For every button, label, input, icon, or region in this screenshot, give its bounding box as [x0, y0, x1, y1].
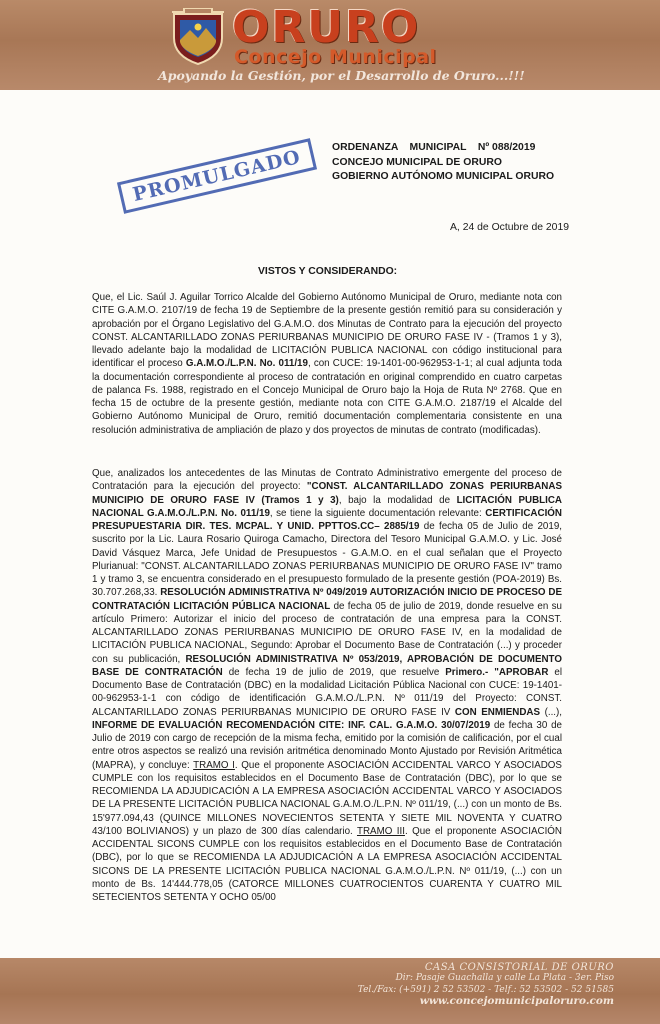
- section-title: VISTOS Y CONSIDERANDO:: [258, 266, 398, 277]
- bold-run: RESOLUCIÓN ADMINISTRATIVA Nº 049/2019 AUTORIZACIÓN INICIO DE PROCESO DE CONTRATACIÓN LICITACIÓN PÚBLICA NACIONAL: [92, 587, 562, 612]
- underlined-run: TRAMO I: [193, 759, 235, 771]
- bold-run: RESOLUCIÓN ADMINISTRATIVA Nº 053/2019, APROBACIÓN DE DOCUMENTO BASE DE CONTRATACIÓN: [92, 653, 562, 678]
- coat-of-arms-icon: [170, 8, 226, 66]
- document-date: A, 24 de Octubre de 2019: [450, 222, 570, 233]
- footer-contact: [334, 962, 614, 1008]
- text-run: el Documento Base de Contratación (DBC) en la modalidad Licitación Pública Nacional con CUCE: 19-1401-00-962953-1-1 con código de identificación G.A.M.O./L.P.N. Nº 011/19 del Proyecto: CONST. ALCANTARILLADO ZONAS PERIURBANAS MUNICIPIO DE ORURO FASE IV: [92, 666, 563, 718]
- bold-run: INFORME DE EVALUACIÓN RECOMENDACIÓN CITE: INF. CAL. G.A.M.O. 30/07/2019: [92, 719, 491, 731]
- text-run: de fecha 19 de julio de 2019, que resuelve: [222, 666, 446, 678]
- text-run: , bajo la modalidad de: [338, 494, 457, 506]
- footer-phone: Tel./Fax: (+591) 2 52 53502 - Telf.: 52 53502 - 52 51585: [357, 984, 614, 995]
- bold-run: G.A.M.O./L.P.N. No. 011/19: [185, 358, 308, 370]
- ordinance-number: ORDENANZA MUNICIPAL Nº 088/2019: [332, 142, 536, 153]
- body-paragraph-2: [92, 467, 562, 904]
- text-run: de fecha 05 de julio de 2019, donde resuelve en su artículo Primero: Autorizar el inicio del proceso de contratación de una empresa para la CONST. ALCANTARILLADO ZONAS PERIURBANAS MUNICIPIO DE ORURO FASE IV, en la modalidad de LICITACIÓN PUBLICA NACIONAL, Segundo: Aprobar el Documento Base de Contratación (...) y proceder con su publicación,: [92, 600, 562, 665]
- bold-run: CERTIFICACIÓN PRESUPUESTARIA DIR. TES. MCPAL. Y UNID. PPTTOS.CC– 2885/19: [92, 507, 562, 532]
- document-heading: [332, 141, 554, 185]
- bold-run: LICITACIÓN PUBLICA NACIONAL G.A.M.O./L.P.N. No. 011/19: [92, 494, 563, 519]
- text-run: (...),: [540, 706, 563, 718]
- text-run: . Que el proponente ASOCIACIÓN ACCIDENTAL SICONS CUMPLE con los requisitos establecidos en el Documento Base de Contratación (DBC), por lo que se RECOMIENDA LA ADJUDICACIÓN A LA EMPRESA ASOCIACIÓN ACCIDENTAL SICONS DE LA PRESENTE LICITACIÓN PUBLICA NACIONAL G.A.M.O./L.P.N. Nº 011/19, (...) con un monto de Bs. 14'444.778,05 (CATORCE MILLONES CUATROCIENTOS CUARENTA Y CUATRO MIL SETECIENTOS SETENTA Y OCHO 05/00: [92, 825, 562, 903]
- footer-title: CASA CONSISTORIAL DE ORURO: [424, 962, 614, 973]
- bold-run: Primero.- "APROBAR: [445, 666, 549, 678]
- footer-address: Dir: Pasaje Guachalla y calle La Plata - 3er. Piso: [395, 973, 614, 984]
- text-run: de fecha 05 de Julio de 2019, suscrito por la Lic. Laura Rosario Quiroga Camacho, Directora del Tesoro Municipal G.A.M.O. y Lic. José David Vásquez Marca, Jefe Unidad de Presupuestos - G.A.M.O. en el cual señalan que el Proyecto Plurianual: "CONST. ALCANTARILLADO ZONAS PERIURBANAS MUNICIPIO DE ORURO FASE IV" tramo 1 y tramo 3, se encuentra considerado en el presupuesto formulado de la presente gestión (POA-2019) Bs. 30.707.268,33.: [92, 521, 562, 599]
- footer-website: www.concejomunicipaloruro.com: [419, 995, 614, 1008]
- text-run: de fecha 30 de Julio de 2019 con cargo de recepción de la misma fecha, emitido por la comisión de calificación, por el cual entre otros aspectos se realizó una revisión aritmética denominado Monto Ajustado por Revisión Aritmética (MAPRA), y concluye:: [92, 719, 562, 771]
- issuing-government: GOBIERNO AUTÓNOMO MUNICIPAL ORURO: [332, 171, 555, 183]
- brand-slogan: Apoyando la Gestión, por el Desarrollo de Oruro...!!!: [158, 68, 525, 83]
- text-run: , con CUCE: 19-1401-00-962953-1-1; al cual adjunta toda la documentación correspondiente al proceso de contratación en original comprendido en cuatro carpetas de palanca Fs. 1988, registrado en el Concejo Municipal de Oruro bajo la Hoja de Ruta Nº 2768. Que en fecha 15 de octubre de la presente gestión, mediante nota con CITE G.A.M.O. 2187/19 el Alcalde del Gobierno Autónomo Municipal de Oruro, remitió documentación complementaria consistente en una resolución administrativa de ampliación de plazo y dos proyectos de minutas de contrato (modificadas).: [92, 358, 563, 436]
- bold-run: CON ENMIENDAS: [454, 706, 541, 718]
- issuing-council: CONCEJO MUNICIPAL DE ORURO: [332, 156, 502, 168]
- underlined-run: TRAMO III: [356, 825, 405, 837]
- promulgated-stamp: PROMULGADO: [117, 138, 317, 214]
- text-run: Que, analizados los antecedentes de las Minutas de Contrato Administrativo emergente del proceso de Contratación para la ejecución del proyecto:: [92, 468, 562, 493]
- text-run: . Que el proponente ASOCIACIÓN ACCIDENTAL VARCO Y ASOCIADOS CUMPLE con los requisitos establecidos en el Documento Base de Contratación (DBC), por lo que se RECOMIENDA LA ADJUDICACIÓN A LA EMPRESA ASOCIACIÓN ACCIDENTAL VARCO Y ASOCIADOS DE LA PRESENTE LICITACIÓN PUBLICA NACIONAL G.A.M.O./L.P.N. Nº 011/19, (...) con un monto de Bs. 15'977.094,43 (QUINCE MILLONES NOVECIENTOS SETENTA Y SIETE MIL NOVENTA Y CUATRO 43/100 BOLIVIANOS) y un plazo de 300 días calendario.: [92, 759, 562, 837]
- bold-run: "CONST. ALCANTARILLADO ZONAS PERIURBANAS MUNICIPIO DE ORURO FASE IV (Tramos 1 y 3): [92, 481, 562, 506]
- brand-subtitle: Concejo Municipal: [234, 46, 437, 68]
- text-run: Que, el Lic. Saúl J. Aguilar Torrico Alcalde del Gobierno Autónomo Municipal de Oruro, mediante nota con CITE G.A.M.O. 2107/19 de fecha 19 de Septiembre de la presente gestión remitió para su consideración y aprobación por el Órgano Legislativo del G.A.M.O. dos Minutas de Contrato para la ejecución del proyecto CONST. ALCANTARILLADO ZONAS PERIURBANAS MUNICIPIO DE ORURO FASE IV - (Tramos 1 y 3), llevado adelante bajo la modalidad de LICITACIÓN PUBLICA NACIONAL con código institucional para identificar el proceso: [92, 292, 562, 370]
- text-run: , se tiene la siguiente documentación relevante:: [269, 507, 486, 519]
- body-paragraph-1: [92, 291, 562, 437]
- brand-title: ORURO: [232, 2, 421, 53]
